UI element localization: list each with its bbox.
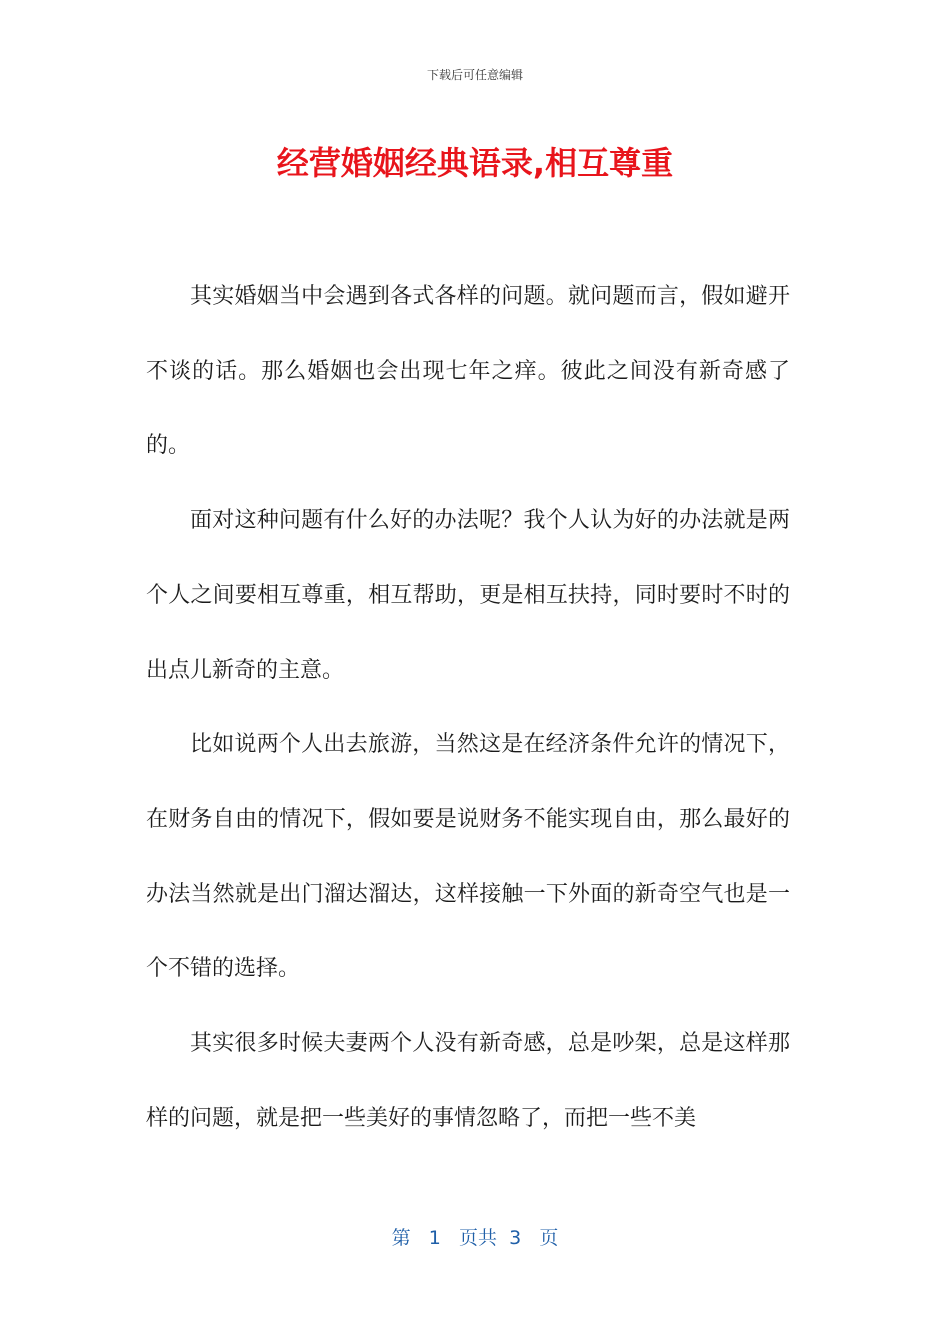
document-body [146,260,790,1156]
paragraph: 其实很多时候夫妻两个人没有新奇感，总是吵架，总是这样那样的问题，就是把一些美好的事情忽略了，而把一些不美 [146,1031,790,1131]
paragraph: 其实婚姻当中会遇到各式各样的问题。就问题而言，假如避开不谈的话。那么婚姻也会出现七年之痒。彼此之间没有新奇感了的。 [146,284,790,459]
header-note: 下载后可任意编辑 [426,68,523,82]
footer-page-middle: 页共 [459,1227,498,1249]
footer-page-suffix: 页 [539,1227,559,1249]
page-footer [0,1225,950,1251]
footer-page-prefix: 第 [391,1227,411,1249]
footer-current-page: 1 [428,1227,441,1249]
footer-total-pages: 3 [509,1227,522,1249]
document-title: 经营婚姻经典语录,相互尊重 [276,144,674,182]
paragraph: 面对这种问题有什么好的办法呢？我个人认为好的办法就是两个人之间要相互尊重，相互帮助，更是相互扶持，同时要时不时的出点儿新奇的主意。 [146,508,790,683]
paragraph: 比如说两个人出去旅游，当然这是在经济条件允许的情况下，在财务自由的情况下，假如要是说财务不能实现自由，那么最好的办法当然就是出门溜达溜达，这样接触一下外面的新奇空气也是一个不错的选择。 [146,732,790,982]
